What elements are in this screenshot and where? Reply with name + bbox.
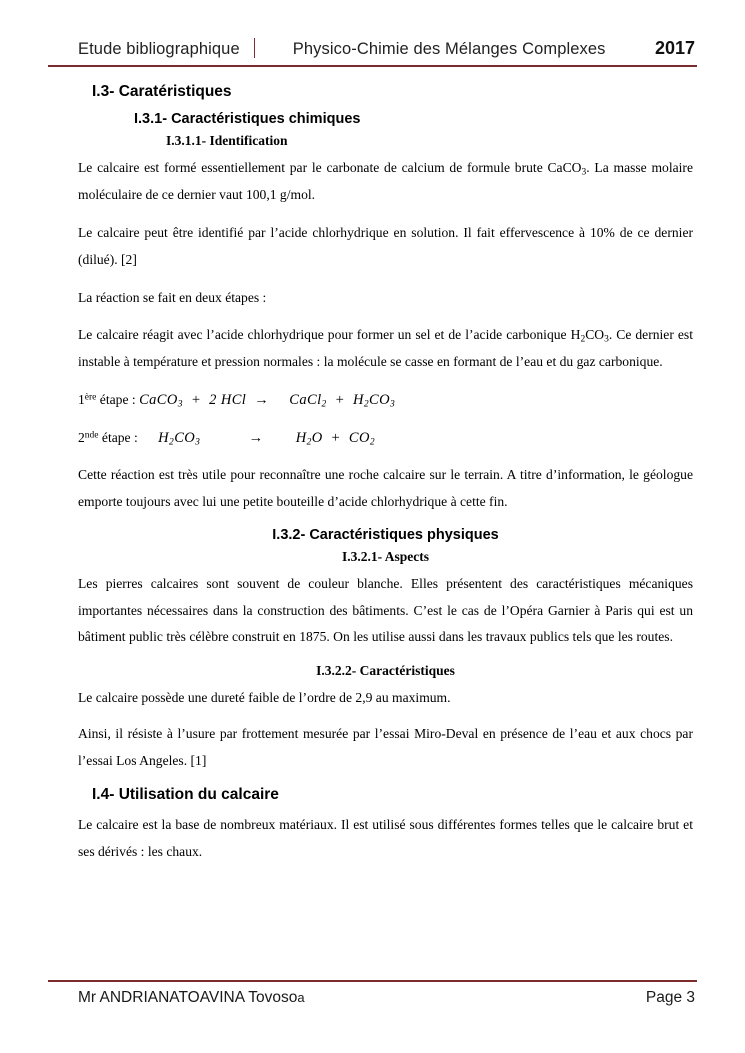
page-footer <box>48 980 697 1007</box>
paragraph-hardness: Le calcaire possède une dureté faible de l’ordre de 2,9 au maximum. <box>78 689 451 705</box>
heading-i321: I.3.2.1- Aspects <box>342 549 429 565</box>
heading-i3: I.3- Caratéristiques <box>92 83 232 100</box>
heading-i31: I.3.1- Caractéristiques chimiques <box>134 111 361 127</box>
paragraph-reaction-note: Cette réaction est très utile pour reconnaître une roche calcaire sur le terrain. A titre d’information, le géologue emporte toujours avec lui une petite bouteille d’acide chlorhydrique à cette fin. <box>78 467 693 509</box>
heading-i32: I.3.2- Caractéristiques physiques <box>272 527 499 544</box>
paragraph-wear: Ainsi, il résiste à l’usure par frottement mesurée par l’essai Miro-Deval en présence de l’eau et aux chocs par l’essai Los Angeles. [1] <box>78 726 693 768</box>
heading-i4: I.4- Utilisation du calcaire <box>92 786 279 804</box>
header-year: 2017 <box>654 38 695 58</box>
heading-i322: I.3.2.2- Caractéristiques <box>316 662 455 678</box>
equation-step-1: 1ère étape : CaCO$_3$ + 2 HCl → CaCl$_2$ + $H_2CO_3$ <box>78 392 396 410</box>
equation-step-2: 2nde étape : $H_2CO_3$ → $H_2O + CO_2$ <box>78 429 376 448</box>
paragraph-aspects: Les pierres calcaires sont souvent de couleur blanche. Elles présentent des caractéristiques mécaniques importantes nécessaires dans la construction des bâtiments. C’est le cas de l’Opéra Garnier à Paris qui est un bâtiment public très célèbre construit en 1875. On les utilise aussi dans les travaux publics tels que les routes. <box>78 576 693 645</box>
paragraph-usage: Le calcaire est la base de nombreux matériaux. Il est utilisé sous différentes formes telles que le calcaire brut et ses dérivés : les chaux. <box>78 817 693 859</box>
header-left-text: Etude bibliographique <box>78 40 240 58</box>
footer-page-number: Page 3 <box>645 989 695 1006</box>
heading-i311: I.3.1.1- Identification <box>166 133 288 148</box>
paragraph-reaction-intro: La réaction se fait en deux étapes : <box>78 290 267 306</box>
footer-author: Mr ANDRIANATOAVINA Tovosoa <box>78 989 305 1006</box>
paragraph-identification-1: Le calcaire est formé essentiellement par le carbonate de calcium de formule brute CaCO$_3$. La masse molaire moléculaire de ce dernier vaut 100,1 g/mol. <box>78 160 693 202</box>
page-header <box>48 38 697 67</box>
paragraph-identification-2: Le calcaire peut être identifié par l’acide chlorhydrique en solution. Il fait effervescence à 10% de ce dernier (dilué). [2] <box>78 225 693 267</box>
page-content <box>48 83 697 865</box>
paragraph-reaction-desc: Le calcaire réagit avec l’acide chlorhydrique pour former un sel et de l’acide carbonique $H_2CO_3$. Ce dernier est instable à température et pression normales : la molécule se casse en formant de l’eau et du gaz carbonique. <box>78 326 693 369</box>
header-title-text: Physico-Chimie des Mélanges Complexes <box>292 40 606 58</box>
